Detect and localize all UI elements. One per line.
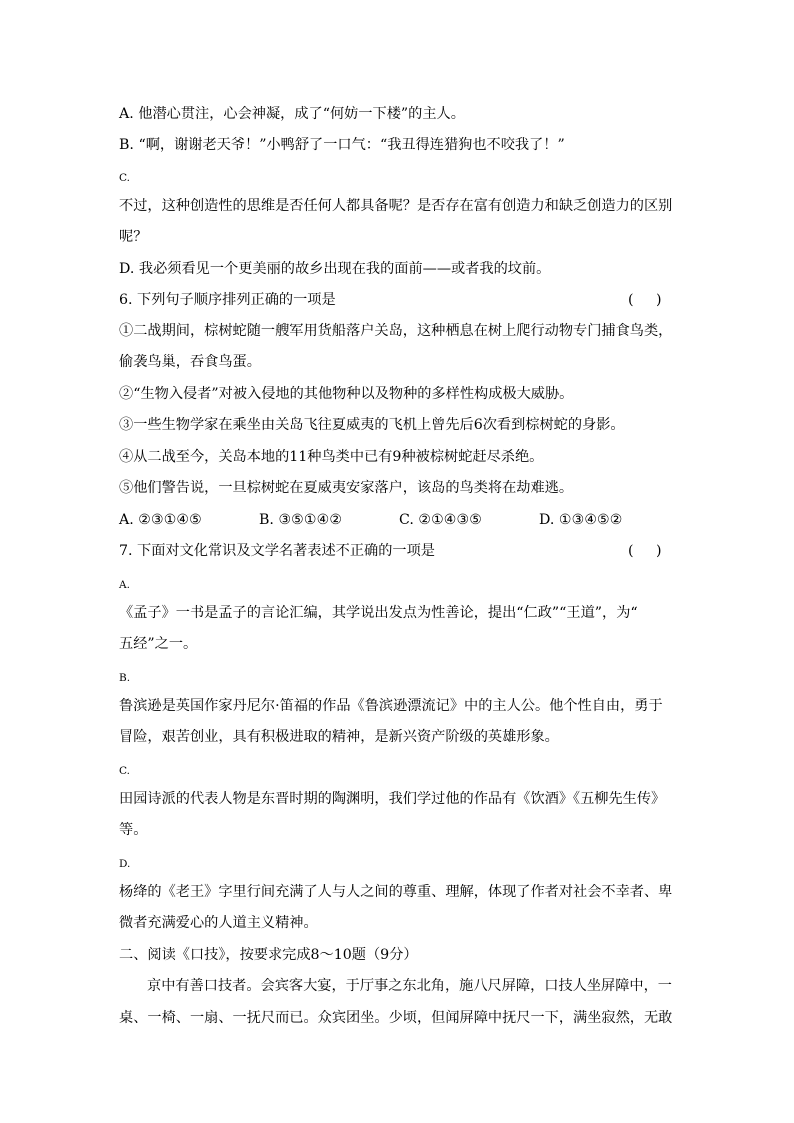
- q5-option-d: D. 我必须看见一个更美丽的故乡出现在我的面前——或者我的坟前。: [119, 261, 551, 277]
- q6-answer-blank: ( ): [628, 292, 662, 308]
- q7-stem: [119, 541, 684, 561]
- q7-stem-text: 7. 下面对文化常识及文学名著表述不正确的一项是: [119, 543, 435, 559]
- q5-option-c-line2: 呢？: [119, 229, 148, 245]
- q7-option-b-label: B.: [119, 672, 131, 684]
- section-2-heading: 二、阅读《口技》，按要求完成8～10题（9分）: [119, 947, 418, 963]
- q6-stem-text: 6. 下列句子顺序排列正确的一项是: [119, 292, 336, 308]
- q6-sentence-4: ④从二战至今，关岛本地的11种鸟类中已有9种被棕树蛇赶尽杀绝。: [119, 449, 544, 465]
- passage-line-1: 京中有善口技者。会宾客大宴，于厅事之东北角，施八尺屏障，口技人坐屏障中，一: [147, 978, 672, 994]
- q6-sentence-3: ③一些生物学家在乘坐由关岛飞往夏威夷的飞机上曾先后6次看到棕树蛇的身影。: [119, 417, 625, 433]
- q6-sentence-1-line2: 偷袭鸟巢，吞食鸟蛋。: [119, 354, 261, 370]
- q6-sentence-1-line1: ①二战期间，棕树蛇随一艘军用货船落户关岛，这种栖息在树上爬行动物专门捕食鸟类，: [119, 323, 673, 339]
- q5-option-b: B. “啊，谢谢老天爷！”小鸭舒了一口气：“我丑得连猎狗也不咬我了！”: [119, 137, 565, 153]
- passage-line-2: 桌、一椅、一扇、一抚尺而已。众宾团坐。少顷，但闻屏障中抚尺一下，满坐寂然，无敢: [119, 1010, 673, 1026]
- q6-option-a: A. ②③①④⑤: [119, 512, 202, 528]
- q7-option-d-line2: 微者充满爱心的人道主义精神。: [119, 915, 318, 931]
- q6-option-d: D. ①③④⑤②: [539, 512, 623, 528]
- q7-option-c-line1: 田园诗派的代表人物是东晋时期的陶渊明，我们学过他的作品有《饮酒》《五柳先生传》: [119, 791, 666, 807]
- q6-sentence-2: ②“生物入侵者”对被入侵地的其他物种以及物种的多样性构成极大威胁。: [119, 386, 574, 402]
- q7-option-a-line1: 《孟子》一书是孟子的言论汇编，其学说出发点为性善论，提出“仁政”“王道”，为“: [119, 605, 638, 621]
- q7-option-c-label: C.: [119, 765, 130, 777]
- q6-sentence-5: ⑤他们警告说，一旦棕树蛇在夏威夷安家落户，该岛的鸟类将在劫难逃。: [119, 480, 574, 496]
- q7-option-b-line1: 鲁滨逊是英国作家丹尼尔·笛福的作品《鲁滨逊漂流记》中的主人公。他个性自由，勇于: [119, 698, 663, 714]
- q7-option-d-line1: 杨绛的《老王》字里行间充满了人与人之间的尊重、理解，体现了作者对社会不幸者、卑: [119, 884, 673, 900]
- q7-option-d-label: D.: [119, 858, 131, 870]
- q7-option-b-line2: 冒险，艰苦创业，具有积极进取的精神，是新兴资产阶级的英雄形象。: [119, 729, 559, 745]
- q6-option-b: B. ③⑤①④②: [259, 512, 343, 528]
- q7-option-a-label: A.: [119, 579, 130, 591]
- q6-option-c: C. ②①④③⑤: [399, 512, 482, 528]
- q5-option-c-line1: 不过，这种创造性的思维是否任何人都具备呢？是否存在富有创造力和缺乏创造力的区别: [119, 198, 673, 214]
- q7-option-c-line2: 等。: [119, 822, 148, 838]
- q7-option-a-line2: 五经”之一。: [119, 636, 198, 652]
- q7-answer-blank: ( ): [628, 543, 662, 559]
- q6-stem: [119, 290, 684, 310]
- q5-option-c-label: C.: [119, 172, 130, 184]
- q5-option-a: A. 他潜心贯注，心会神凝，成了“何妨一下楼”的主人。: [119, 106, 465, 122]
